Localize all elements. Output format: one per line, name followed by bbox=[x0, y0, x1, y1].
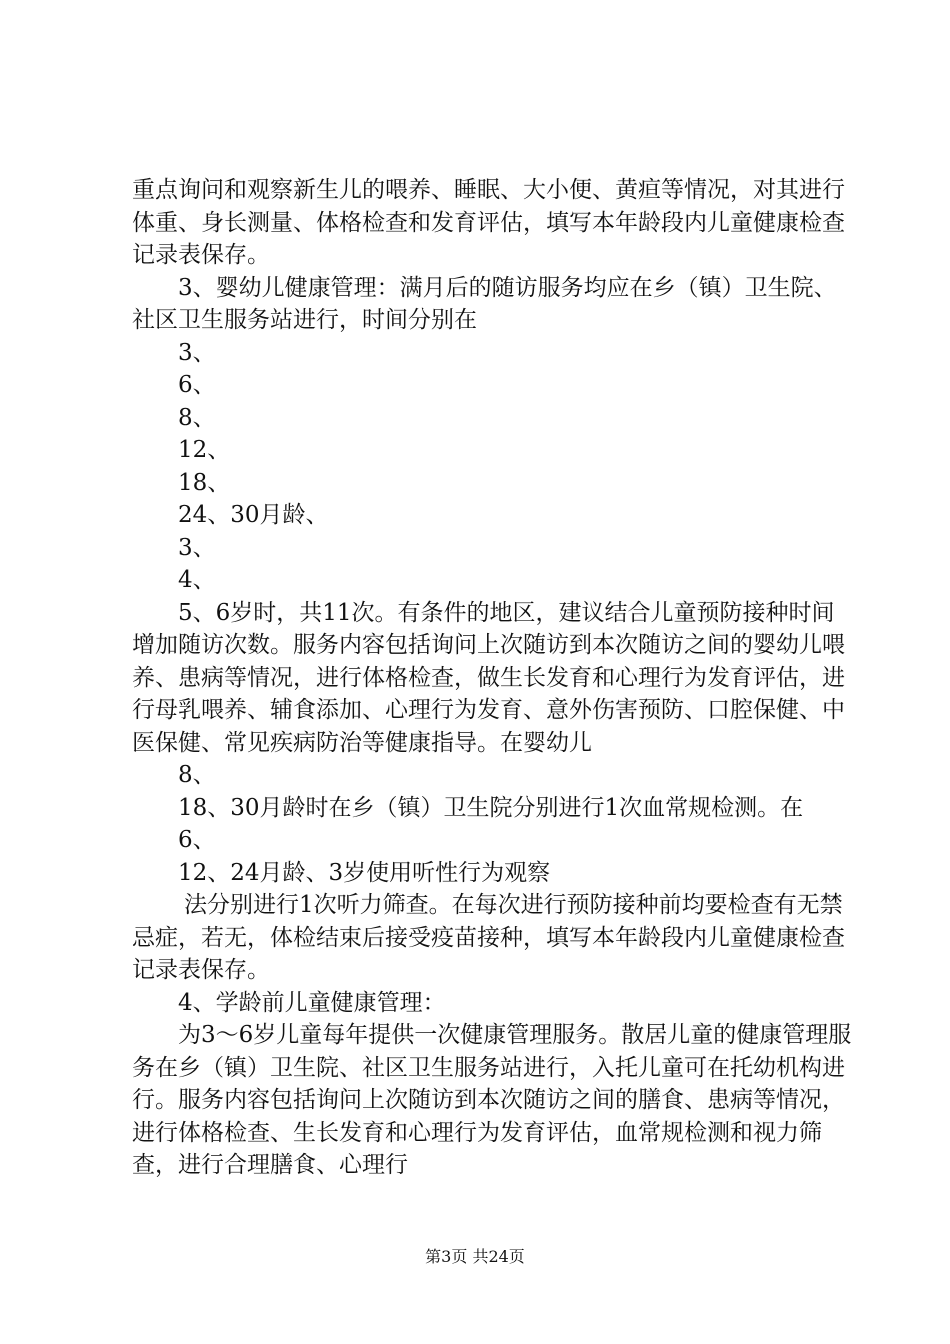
paragraph: 为3～6岁儿童每年提供一次健康管理服务。散居儿童的健康管理服务在乡（镇）卫生院、社区卫生服务站进行，入托儿童可在托幼机构进行。服务内容包括询问上次随访到本次随访之间的膳食、患病等情况，进行体格检查、生长发育和心理行为发育评估，血常规检测和视力筛查，进行合理膳食、心理行 bbox=[132, 1022, 852, 1178]
paragraph: 6、 bbox=[178, 372, 216, 398]
paragraph: 3、 bbox=[178, 534, 216, 561]
document-body bbox=[132, 174, 852, 1182]
paragraph: 3、婴幼儿健康管理：满月后的随访服务均应在乡（镇）卫生院、社区卫生服务站进行，时间分别在 bbox=[132, 274, 837, 333]
paragraph: 3、 bbox=[178, 339, 216, 366]
paragraph: 法分别进行1次听力筛查。在每次进行预防接种前均要检查有无禁忌症，若无，体检结束后接受疫苗接种，填写本年龄段内儿童健康检查记录表保存。 bbox=[132, 892, 845, 983]
paragraph: 4、学龄前儿童健康管理： bbox=[178, 989, 446, 1016]
paragraph: 24、30月龄、 bbox=[178, 502, 329, 528]
paragraph: 12、 bbox=[178, 437, 231, 463]
paragraph: 6、 bbox=[178, 827, 216, 853]
paragraph: 重点询问和观察新生儿的喂养、睡眠、大小便、黄疸等情况，对其进行体重、身长测量、体格检查和发育评估，填写本年龄段内儿童健康检查记录表保存。 bbox=[132, 177, 845, 268]
paragraph: 12、24月龄、3岁使用听性行为观察 bbox=[178, 859, 551, 886]
paragraph: 8、 bbox=[178, 762, 216, 788]
paragraph: 5、6岁时，共11次。有条件的地区，建议结合儿童预防接种时间增加随访次数。服务内容包括询问上次随访到本次随访之间的婴幼儿喂养、患病等情况，进行体格检查，做生长发育和心理行为发育评估，进行母乳喂养、辅食添加、心理行为发育、意外伤害预防、口腔保健、中医保健、常见疾病防治等健康指导。在婴幼儿 bbox=[132, 599, 845, 756]
paragraph: 4、 bbox=[178, 567, 216, 593]
page-number-footer: 第3页 共24页 bbox=[425, 1247, 525, 1266]
paragraph: 8、 bbox=[178, 404, 216, 431]
paragraph: 18、30月龄时在乡（镇）卫生院分别进行1次血常规检测。在 bbox=[178, 794, 804, 821]
paragraph: 18、 bbox=[178, 469, 231, 496]
